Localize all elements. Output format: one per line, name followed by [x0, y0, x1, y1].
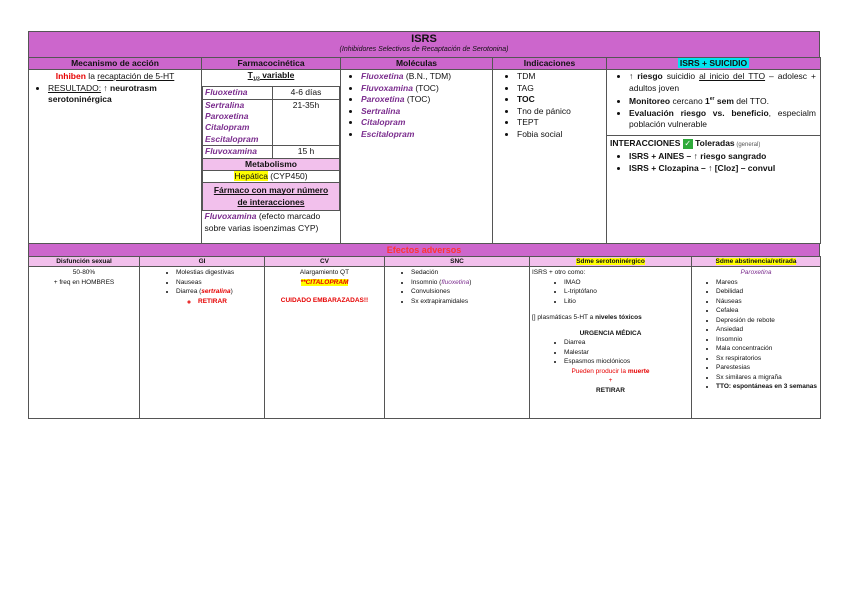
suicidio-item: • ↑ riesgo suicidio al inicio del TTO – adolesc + adultos joven [629, 71, 816, 94]
interacciones-section [607, 135, 820, 175]
interaccion-item: • ISRS + AINES – ↑ riesgo sangrado [629, 151, 817, 163]
abst-drug: Paroxetina [740, 269, 772, 276]
abst-item: • Sx similares a migraña [716, 373, 818, 383]
interacciones-heading-line: INTERACCIONES ✓ Toleradas (general) [610, 137, 761, 148]
drug-halflife: 15 h [273, 146, 340, 158]
indicacion-item: • Tno de pánico [517, 106, 604, 118]
interaccion-item: • ISRS + Clozapina – ↑ [Cloz] – convul [629, 163, 817, 175]
header-farmacocinetica: Farmacocinética [202, 58, 341, 70]
abst-item: • Parestesias [716, 363, 818, 373]
drug-halflife: 21-35h [273, 99, 340, 146]
page-subtitle: (Inhibidores Selectivos de Recaptación de Serotonina) [339, 46, 509, 53]
sero-sintoma: • Malestar [564, 348, 689, 358]
abst-item: • Ansiedad [716, 325, 818, 335]
mecanismo-cell [29, 70, 202, 244]
header-mecanismo: Mecanismo de acción [29, 58, 202, 70]
sero-plus: + [608, 377, 613, 384]
molecula-item: • Paroxetina (TOC) [361, 94, 490, 106]
snc-item: • Sx extrapiramidales [411, 297, 527, 307]
cv-qt: Alargamiento QT [299, 269, 350, 276]
disfuncion-pct: 50-80% [72, 269, 96, 276]
sero-sintoma: • Espasmos mioclónicos [564, 357, 689, 367]
drug-name: Paroxetina [203, 111, 273, 122]
sero-otro: • IMAO [564, 278, 689, 288]
indicacion-item: • TEPT [517, 117, 604, 129]
abst-item: • Sx respiratorios [716, 354, 818, 364]
moleculas-cell [341, 70, 493, 244]
page-title: ISRS [411, 33, 437, 45]
indicacion-item: • TDM [517, 71, 604, 83]
gi-cell [140, 267, 265, 419]
header-gi: GI [140, 257, 265, 267]
sero-otro: • L-triptófano [564, 287, 689, 297]
check-icon: ✓ [684, 138, 692, 148]
molecula-item: • Fluoxetina (B.N., TDM) [361, 71, 490, 83]
drug-name: Fluvoxamina [203, 146, 273, 158]
header-disfuncion: Disfunción sexual [29, 257, 140, 267]
abst-item: • Mala concentración [716, 344, 818, 354]
gi-item: • Diarrea (sertralina) ◦ RETIRAR [176, 287, 262, 306]
header-indicaciones: Indicaciones [493, 58, 607, 70]
header-abstinencia: Sdme abstinencia/retirada [692, 257, 821, 267]
indicacion-item: • Fobia social [517, 129, 604, 141]
drug-halflife: 4-6 días [273, 87, 340, 99]
snc-item: • Sedación [411, 268, 527, 278]
indicacion-item: • TAG [517, 83, 604, 95]
cv-citalopram: **CITALOPRAM [300, 278, 349, 286]
disfuncion-text: + freq en HOMBRES [53, 278, 115, 286]
abst-item: • Mareos [716, 278, 818, 288]
fluvoxamina-note: Fluvoxamina (efecto marcado sobre varias isoenzimas CYP) [204, 211, 321, 233]
indicaciones-cell [493, 70, 607, 244]
sero-retirar: RETIRAR [596, 386, 625, 394]
abst-item: • Náuseas [716, 297, 818, 307]
drug-name: Escitalopram [203, 134, 273, 146]
resultado-item: • RESULTADO: ↑ neurotrasm serotoninérgica [48, 83, 198, 106]
farmacocinetica-cell [202, 70, 341, 244]
suicidio-item: • Monitoreo cercano 1er sem del TTO. [629, 94, 816, 107]
sero-muerte: Pueden producir la muerte [571, 367, 650, 375]
molecula-item: • Citalopram [361, 117, 490, 129]
gi-item: • Molestias digestivas [176, 268, 262, 278]
sero-intro: ISRS + otro como: [532, 269, 586, 276]
cv-cell [265, 267, 385, 419]
suicidio-cell [607, 70, 821, 244]
abst-item: • Insomnio [716, 335, 818, 345]
interacciones-heading: Fármaco con mayor número de interacciones [203, 183, 340, 211]
suicidio-item: • Evaluación riesgo vs. beneficio, especialm población vulnerable [629, 108, 816, 131]
serotoninergico-cell [530, 267, 692, 419]
header-serotoninergico: Sdme serotoninérgico [530, 257, 692, 267]
gi-retirar: ◦ RETIRAR [198, 297, 262, 307]
disfuncion-cell [29, 267, 140, 419]
abst-item: • Depresión de rebote [716, 316, 818, 326]
drug-name: Fluoxetina [203, 87, 273, 99]
molecula-item: • Sertralina [361, 106, 490, 118]
header-cv: CV [265, 257, 385, 267]
drug-name: Citalopram [203, 122, 273, 133]
sero-sintoma: • Diarrea [564, 338, 689, 348]
molecula-item: • Fluvoxamina (TOC) [361, 83, 490, 95]
indicacion-item: • TOC [517, 94, 604, 106]
abstinencia-cell [692, 267, 821, 419]
metabolismo-heading: Metabolismo [203, 158, 340, 170]
adversos-table [28, 256, 821, 419]
sero-plasma: [] plasmáticas 5-HT a niveles tóxicos [532, 314, 642, 321]
snc-item: • Insomnio (fluoxetina) [411, 278, 527, 288]
snc-item: • Convulsiones [411, 287, 527, 297]
document [28, 31, 820, 419]
header-snc: SNC [385, 257, 530, 267]
title-banner [28, 31, 820, 57]
drug-name: Sertralina [203, 99, 273, 111]
cv-embarazadas: CUIDADO EMBARAZADAS!! [280, 297, 369, 304]
molecula-item: • Escitalopram [361, 129, 490, 141]
sero-otro: • Litio [564, 297, 689, 307]
header-suicidio: ISRS + SUICIDIO [607, 58, 821, 70]
abst-tto: • TTO: espontáneas en 3 semanas [716, 382, 818, 392]
abst-item: • Cefalea [716, 306, 818, 316]
abst-item: • Debilidad [716, 287, 818, 297]
metabolismo-value: Hepática (CYP450) [203, 170, 340, 182]
isrs-summary-table [28, 57, 821, 244]
gi-item: • Nauseas [176, 278, 262, 288]
snc-cell [385, 267, 530, 419]
header-moleculas: Moléculas [341, 58, 493, 70]
sero-urgencia: URGENCIA MÉDICA [579, 329, 642, 337]
thalf-heading: $T_{1/2}$ variable [247, 70, 295, 83]
adversos-banner: Efectos adversos [28, 244, 820, 256]
mecanismo-text: Inhiben la recaptación de 5-HT [55, 71, 175, 81]
farmacocinetica-table [202, 70, 340, 235]
